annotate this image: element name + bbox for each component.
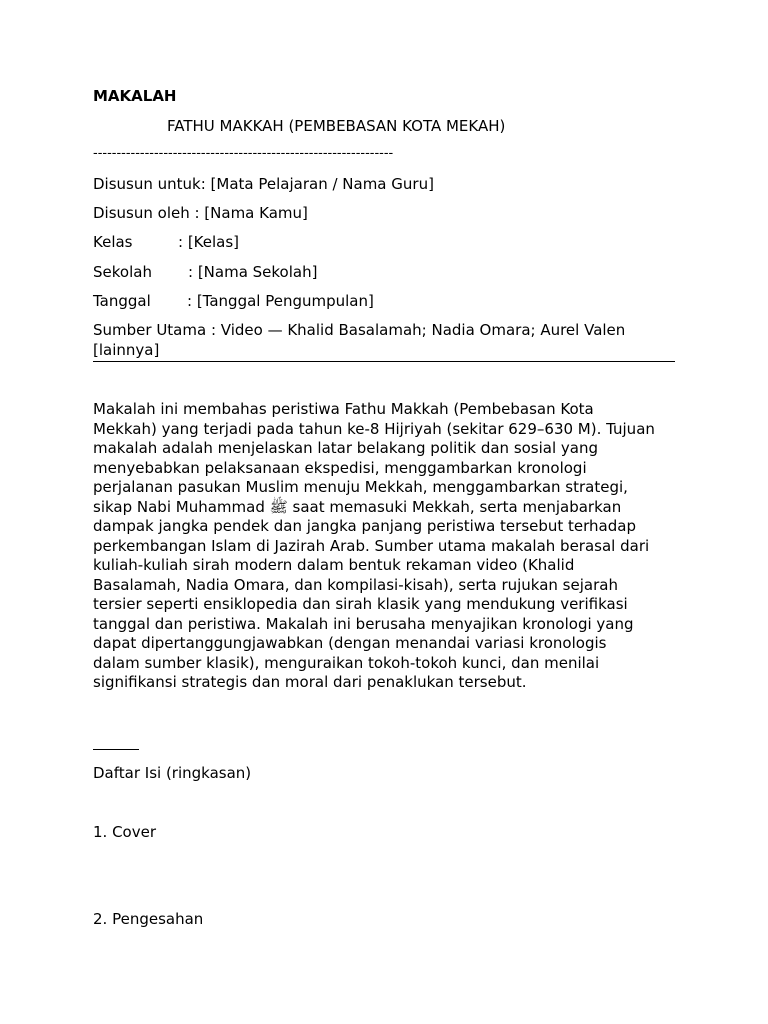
document-title: MAKALAH bbox=[93, 87, 177, 105]
meta-sumber-line1: Sumber Utama : Video — Khalid Basalamah; Nadia Omara; Aurel Valen bbox=[93, 321, 626, 339]
abstract-line: tersier seperti ensiklopedia dan sirah klasik yang mendukung verifikasi bbox=[93, 595, 628, 613]
toc-heading: Daftar Isi (ringkasan) bbox=[93, 764, 252, 782]
document-subtitle: FATHU MAKKAH (PEMBEBASAN KOTA MEKAH) bbox=[167, 117, 506, 135]
abstract-line: dalam sumber klasik), menguraikan tokoh-tokoh kunci, dan menilai bbox=[93, 653, 600, 672]
abstract-line: sikap Nabi Muhammad ﷺ saat memasuki Mekkah, serta menjabarkan bbox=[93, 497, 622, 516]
meta-tanggal-value: : [Tanggal Pengumpulan] bbox=[187, 292, 374, 310]
abstract-line: perkembangan Islam di Jazirah Arab. Sumber utama makalah berasal dari bbox=[93, 536, 650, 555]
abstract-line: Basalamah, Nadia Omara, dan kompilasi-kisah), serta rujukan sejarah bbox=[93, 575, 618, 594]
abstract-line: tanggal dan peristiwa. Makalah ini berusaha menyajikan kronologi yang bbox=[93, 614, 634, 633]
abstract-line: makalah adalah menjelaskan latar belakang politik dan sosial yang bbox=[93, 439, 599, 457]
short-divider bbox=[93, 749, 139, 750]
abstract-line: kuliah-kuliah sirah modern dalam bentuk rekaman video (Khalid bbox=[93, 556, 575, 574]
abstract-line: dapat dipertanggungjawabkan (dengan menandai variasi kronologis bbox=[93, 634, 607, 652]
abstract-line: perjalanan pasukan Muslim menuju Mekkah, menggambarkan strategi, bbox=[93, 478, 628, 496]
abstract-paragraph bbox=[93, 400, 675, 693]
abstract-line: Mekkah) yang terjadi pada tahun ke-8 Hijriyah (sekitar 629–630 M). Tujuan bbox=[93, 419, 655, 438]
abstract-line: Makalah ini membahas peristiwa Fathu Makkah (Pembebasan Kota bbox=[93, 400, 594, 418]
document-page bbox=[93, 0, 675, 1024]
dashed-separator: ---------------------------------------------------------------- bbox=[93, 146, 394, 161]
meta-sekolah bbox=[93, 262, 317, 282]
abstract-line: dampak jangka pendek dan jangka panjang peristiwa tersebut terhadap bbox=[93, 517, 636, 535]
abstract-line: menyebabkan pelaksanaan ekspedisi, menggambarkan kronologi bbox=[93, 458, 587, 477]
meta-sumber-block bbox=[93, 320, 675, 362]
toc-item-pengesahan: 2. Pengesahan bbox=[93, 910, 204, 928]
meta-kelas-label: Kelas bbox=[93, 233, 133, 251]
toc-item-cover: 1. Cover bbox=[93, 823, 157, 841]
meta-tanggal-label: Tanggal bbox=[93, 292, 151, 310]
meta-tanggal bbox=[93, 291, 374, 311]
meta-sumber-line2: [lainnya] bbox=[93, 341, 160, 359]
meta-disusun-oleh: Disusun oleh : [Nama Kamu] bbox=[93, 204, 308, 222]
meta-kelas-value: : [Kelas] bbox=[178, 233, 240, 251]
meta-kelas bbox=[93, 232, 239, 252]
abstract-line: signifikansi strategis dan moral dari penaklukan tersebut. bbox=[93, 673, 527, 691]
meta-sekolah-label: Sekolah bbox=[93, 263, 152, 281]
meta-sekolah-value: : [Nama Sekolah] bbox=[188, 263, 318, 281]
meta-disusun-untuk: Disusun untuk: [Mata Pelajaran / Nama Guru] bbox=[93, 175, 434, 193]
